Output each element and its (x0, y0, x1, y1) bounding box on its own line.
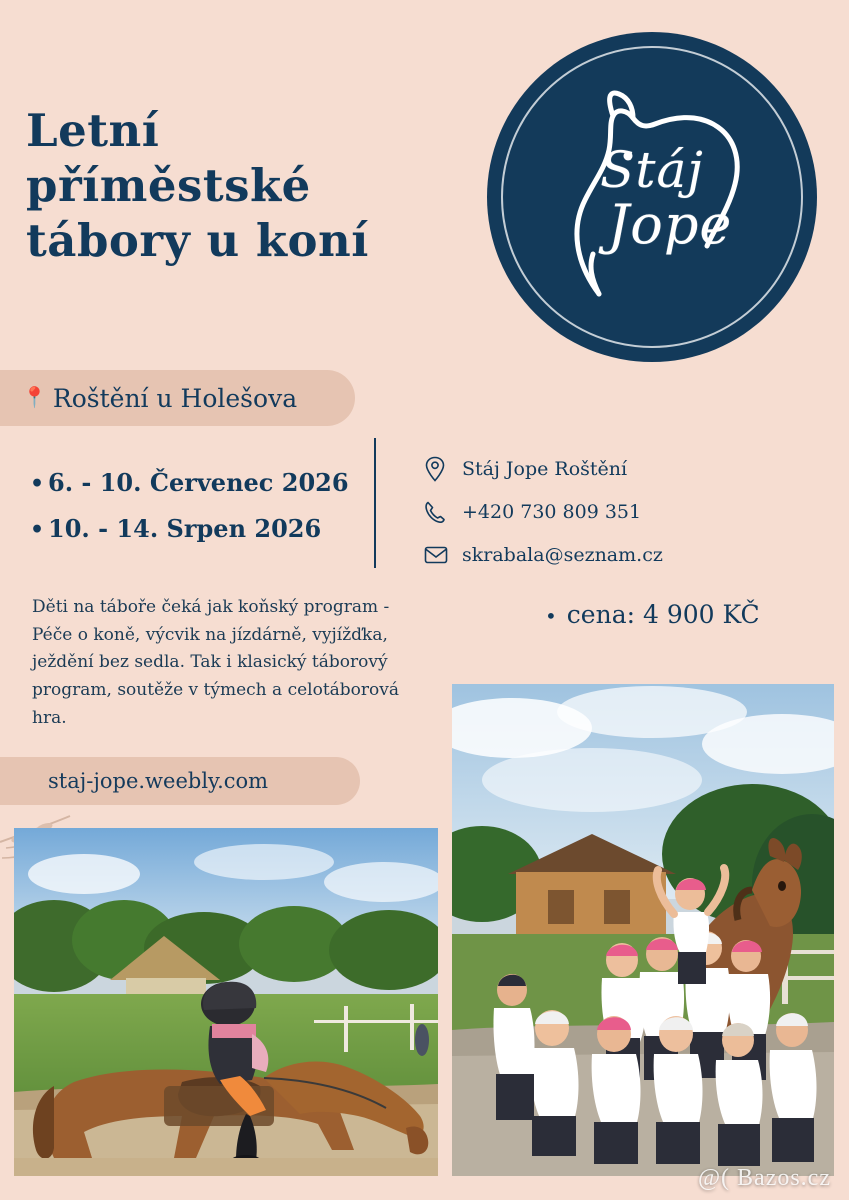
logo-word-line-1: Stáj (600, 141, 704, 199)
photo-group-of-children (452, 684, 834, 1176)
contact-phone: +420 730 809 351 (462, 500, 642, 523)
bullet-icon: • (30, 517, 45, 543)
description-text: Děti na táboře čeká jak koňský program - Péče o koně, výcvik na jízdárně, vyjížďka, ježdění bez sedla. Tak i klasický táborový program, soutěže v týmech a celotáborová hra. (32, 597, 400, 728)
contact-address: Stáj Jope Roštění (462, 457, 628, 480)
contact-row-address (424, 450, 804, 488)
bullet-icon: • (30, 471, 45, 497)
watermark: @( Bazos.cz (697, 1165, 831, 1191)
phone-icon (424, 500, 462, 524)
logo (487, 32, 817, 362)
contact-email: skrabala@seznam.cz (462, 543, 663, 566)
dates-list (30, 468, 360, 560)
logo-wordmark (487, 141, 817, 256)
website-badge[interactable] (0, 757, 360, 805)
list-item (30, 514, 360, 543)
location-badge (0, 370, 355, 426)
envelope-icon (424, 545, 462, 565)
contact-row-email[interactable] (424, 536, 804, 574)
page-title (26, 104, 466, 269)
contact-row-phone[interactable] (424, 493, 804, 531)
headline-line-3: tábory u koní (26, 213, 369, 267)
website-label: staj-jope.weebly.com (48, 769, 269, 793)
date-label: 10. - 14. Srpen 2026 (48, 514, 322, 543)
headline-line-2: příměstské (26, 158, 311, 212)
vertical-divider (374, 438, 376, 568)
headline-line-1: Letní (26, 104, 160, 157)
contact-block (424, 450, 804, 579)
price-label: cena: 4 900 KČ (566, 600, 760, 629)
map-pin-icon (424, 456, 462, 482)
location-label: Roštění u Holešova (52, 383, 298, 413)
list-item (30, 468, 360, 497)
date-label: 6. - 10. Červenec 2026 (48, 468, 349, 497)
price-line (545, 600, 760, 629)
bullet-icon: • (545, 604, 557, 628)
logo-word-line-2: Jope (607, 192, 733, 256)
photo-child-on-horse (14, 828, 438, 1176)
location-pin-icon: 📍 (22, 387, 47, 409)
